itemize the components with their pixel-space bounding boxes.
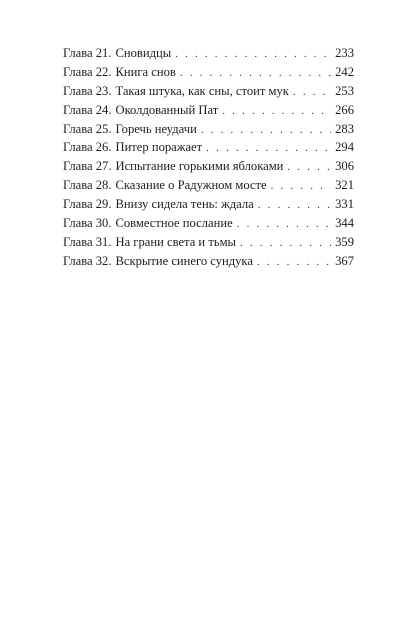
toc-entry xyxy=(63,101,354,120)
dot-leader xyxy=(240,234,331,253)
dot-leader xyxy=(271,177,331,196)
dot-leader xyxy=(201,121,331,140)
dot-leader xyxy=(180,64,331,83)
chapter-number: Глава 28. xyxy=(63,178,112,193)
chapter-number: Глава 21. xyxy=(63,46,112,60)
chapter-title: Внизу сидела тень: ждала xyxy=(115,197,254,212)
chapter-title: Сновидцы xyxy=(115,46,172,60)
page-number: 283 xyxy=(335,121,354,136)
toc-entry xyxy=(63,195,354,214)
dot-leader xyxy=(293,83,331,102)
dot-leader xyxy=(257,253,331,272)
toc-entry xyxy=(63,63,354,82)
dot-leader xyxy=(258,196,331,215)
page-number: 242 xyxy=(335,64,354,79)
chapter-number: Глава 29. xyxy=(63,197,112,212)
chapter-title: Совместное послание xyxy=(115,216,233,231)
toc-entry xyxy=(63,233,354,252)
chapter-number: Глава 26. xyxy=(63,140,112,155)
chapter-title: Такая штука, как сны, стоит мук xyxy=(115,83,289,98)
page-number: 321 xyxy=(335,178,354,193)
chapter-title: Вскрытие синего сундука xyxy=(115,253,253,268)
chapter-number: Глава 27. xyxy=(63,159,112,174)
page-number: 306 xyxy=(335,159,354,174)
chapter-number: Глава 32. xyxy=(63,253,112,268)
table-of-contents xyxy=(63,44,354,271)
dot-leader xyxy=(287,158,331,177)
chapter-title: Околдованный Пат xyxy=(115,102,219,117)
page-number: 233 xyxy=(335,46,354,60)
page-number: 266 xyxy=(335,102,354,117)
page-number: 294 xyxy=(335,140,354,155)
toc-entry xyxy=(63,44,354,63)
chapter-number: Глава 30. xyxy=(63,216,112,231)
page-number: 367 xyxy=(335,253,354,268)
dot-leader xyxy=(206,139,331,158)
page-number: 331 xyxy=(335,197,354,212)
page-number: 359 xyxy=(335,234,354,249)
page-number: 344 xyxy=(335,216,354,231)
toc-entry xyxy=(63,252,354,271)
chapter-title: На грани света и тьмы xyxy=(115,234,236,249)
chapter-title: Питер поражает xyxy=(115,140,203,155)
toc-entry xyxy=(63,120,354,139)
dot-leader xyxy=(175,45,331,64)
chapter-number: Глава 24. xyxy=(63,102,112,117)
toc-entry xyxy=(63,176,354,195)
page-number: 253 xyxy=(335,83,354,98)
chapter-title: Горечь неудачи xyxy=(115,121,197,136)
toc-entry xyxy=(63,82,354,101)
toc-entry xyxy=(63,138,354,157)
chapter-number: Глава 23. xyxy=(63,83,112,98)
chapter-number: Глава 31. xyxy=(63,234,112,249)
toc-entry xyxy=(63,214,354,233)
toc-entry xyxy=(63,157,354,176)
chapter-title: Книга снов xyxy=(115,64,176,79)
chapter-title: Сказание о Радужном мосте xyxy=(115,178,267,193)
dot-leader xyxy=(237,215,331,234)
chapter-title: Испытание горькими яблоками xyxy=(115,159,284,174)
chapter-number: Глава 22. xyxy=(63,64,112,79)
chapter-number: Глава 25. xyxy=(63,121,112,136)
dot-leader xyxy=(222,102,331,121)
